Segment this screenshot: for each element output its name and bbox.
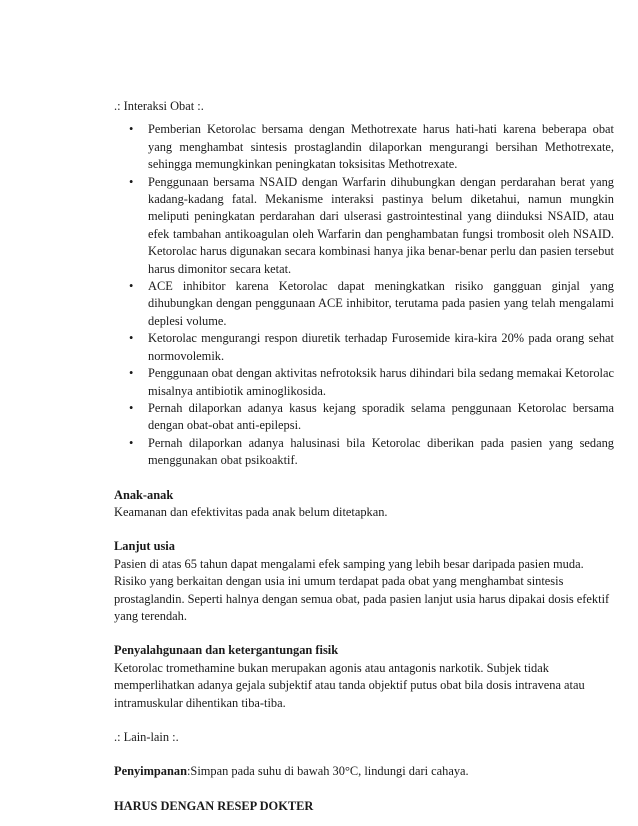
- section-penyimpanan: [114, 763, 614, 780]
- lanjut-usia-text: Pasien di atas 65 tahun dapat mengalami efek samping yang lebih besar daripada pasien muda. Risiko yang berkaitan dengan usia ini umum terdapat pada obat yang menghambat sintesis prostaglandin. Seperti halnya dengan semua obat, pada pasien lanjut usia harus dipakai dosis efektif yang terendah.: [114, 556, 610, 623]
- section-resep: [114, 798, 614, 815]
- bullet-icon: •: [129, 122, 134, 137]
- section-lanjut-usia: [114, 538, 614, 625]
- resep-dokter-text: HARUS DENGAN RESEP DOKTER: [114, 798, 314, 813]
- penyimpanan-text: :Simpan pada suhu di bawah 30°C, lindungi dari cahaya.: [186, 764, 469, 779]
- interaksi-item-text: Ketorolac mengurangi respon diuretik terhadap Furosemide kira-kira 20% pada orang sehat normovolemik.: [148, 331, 614, 363]
- lain-lain-heading: .: Lain-lain :.: [114, 730, 179, 744]
- list-item: [114, 278, 614, 330]
- penyimpanan-label: Penyimpanan: [114, 764, 187, 779]
- bullet-icon: •: [129, 435, 134, 450]
- list-item: [114, 330, 614, 365]
- anak-anak-title: Anak-anak: [114, 487, 174, 502]
- list-item: [114, 400, 614, 435]
- list-item: [114, 365, 614, 400]
- penyalahgunaan-text: Ketorolac tromethamine bukan merupakan agonis atau antagonis narkotik. Subjek tidak memperlihatkan adanya gejala subjektif atau tanda objektif putus obat bila dosis intravena atau intramuskular dihentikan tiba-tiba.: [114, 660, 585, 710]
- anak-anak-text: Keamanan dan efektivitas pada anak belum ditetapkan.: [114, 504, 388, 519]
- bullet-icon: •: [129, 331, 134, 346]
- penyalahgunaan-title: Penyalahgunaan dan ketergantungan fisik: [114, 643, 339, 658]
- interaksi-item-text: Pemberian Ketorolac bersama dengan Methotrexate harus hati-hati karena beberapa obat yang menghambat sintesis prostaglandin dilaporkan mengurangi bersihan Methotrexate, sehingga memungkinkan peningkatan toksisitas Methotrexate.: [148, 122, 614, 172]
- section-anak-anak: [114, 487, 614, 522]
- interaksi-item-text: Pernah dilaporkan adanya halusinasi bila Ketorolac diberikan pada pasien yang sedang menggunakan obat psikoaktif.: [148, 435, 614, 468]
- interaksi-item-text: Pernah dilaporkan adanya kasus kejang sporadik selama penggunaan Ketorolac bersama dengan obat-obat anti-epilepsi.: [148, 400, 614, 433]
- list-item: [114, 121, 614, 173]
- interaksi-obat-heading: .: Interaksi Obat :.: [114, 99, 204, 113]
- lanjut-usia-title: Lanjut usia: [114, 539, 175, 554]
- section-penyalahgunaan: [114, 642, 614, 712]
- interaksi-item-text: Penggunaan bersama NSAID dengan Warfarin dihubungkan dengan perdarahan berat yang kadang-kadang fatal. Mekanisme interaksi pastinya belum diketahui, namun mungkin meliputi peningkatan perdarahan dari ulserasi gastrointestinal yang diinduksi NSAID, atau efek tambahan antikoagulan oleh Warfarin dan penghambatan fungsi trombosit oleh NSAID. Ketorolac harus digunakan secara kombinasi hanya jika benar-benar perlu dan pasien tersebut harus dimonitor secara ketat.: [148, 174, 614, 276]
- bullet-icon: •: [129, 174, 134, 189]
- bullet-icon: •: [129, 400, 134, 415]
- interaksi-item-text: ACE inhibitor karena Ketorolac dapat meningkatkan risiko gangguan ginjal yang dihubungkan dengan penggunaan ACE inhibitor, terutama pada pasien yang telah mengalami deplesi volume.: [148, 279, 614, 328]
- list-item: [114, 435, 614, 470]
- list-item: [114, 174, 614, 278]
- bullet-icon: •: [129, 279, 134, 294]
- bullet-icon: •: [129, 366, 134, 381]
- interaksi-item-text: Penggunaan obat dengan aktivitas nefrotoksik harus dihindari bila sedang memakai Ketorolac misalnya antibiotik aminoglikosida.: [148, 366, 614, 398]
- interaksi-list: [114, 121, 614, 469]
- section-lain-lain: [114, 729, 614, 746]
- penyimpanan-line: [114, 763, 614, 780]
- document-page: [114, 98, 614, 815]
